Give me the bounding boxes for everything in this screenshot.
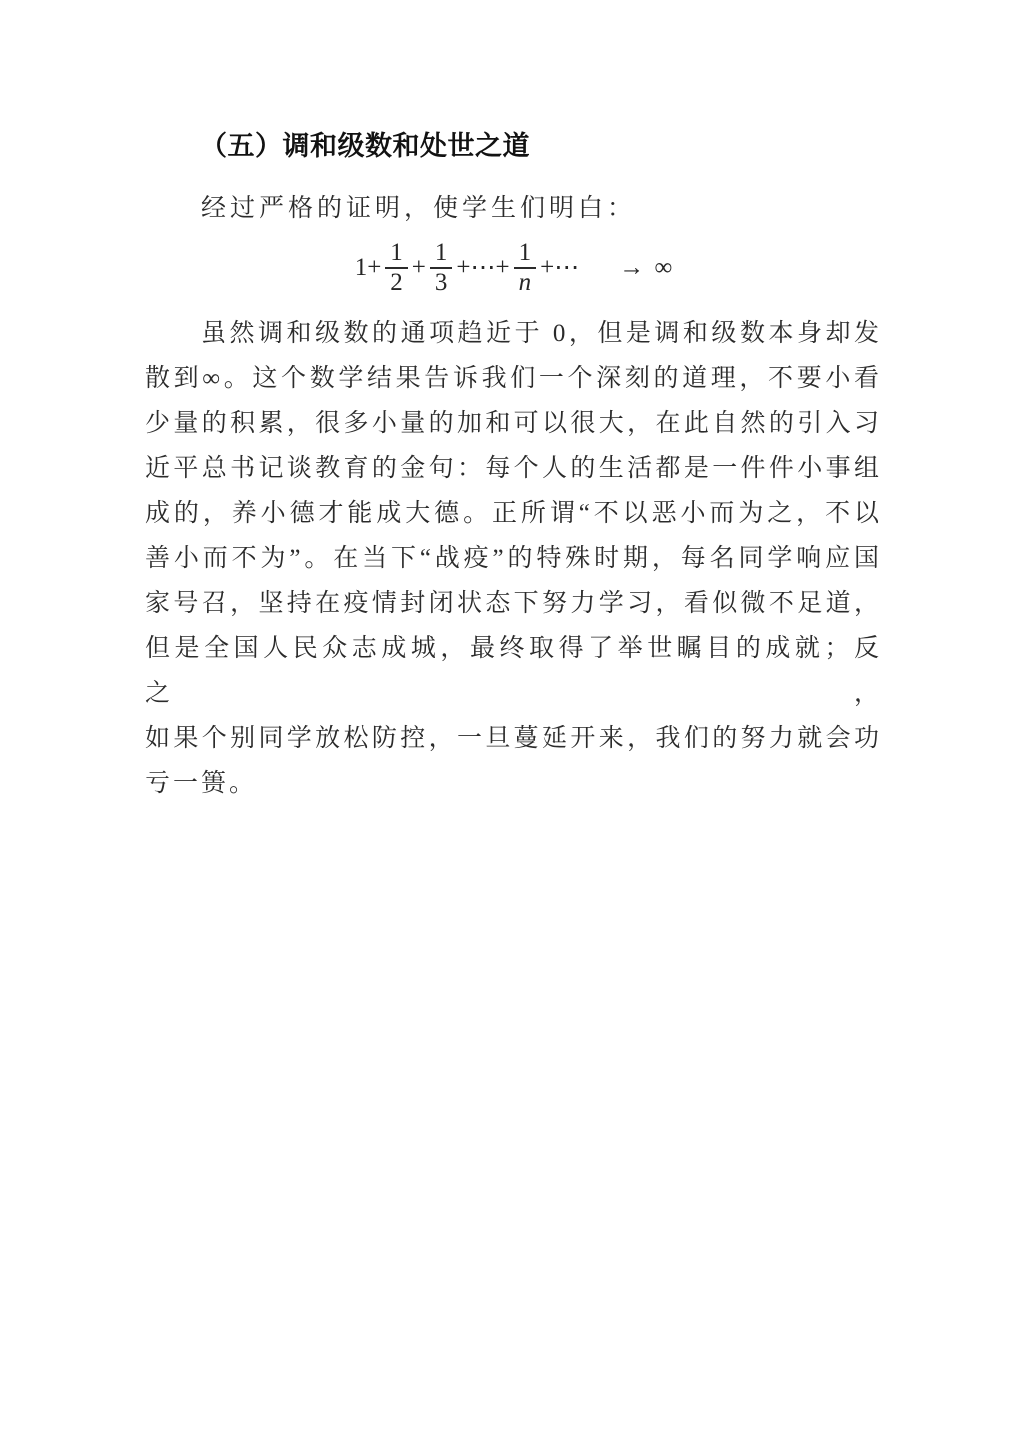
paragraph-line: 家号召，坚持在疫情封闭状态下努力学习，看似微不足道，: [145, 590, 882, 617]
formula-ellipsis-middle: +⋯+: [456, 254, 510, 282]
formula-lead-term: 1+: [354, 254, 382, 282]
fraction-numerator: 1: [514, 240, 537, 269]
paragraph-line: 善小而不为”。在当下“战疫”的特殊时期，每名同学响应国: [145, 545, 882, 572]
paragraph-line: 如果个别同学放松防控，一旦蔓延开来，我们的努力就会功: [145, 725, 882, 752]
paragraph-line: 成的，养小德才能成大德。正所谓“不以恶小而为之，不以: [145, 500, 882, 527]
paragraph-line: 亏一篑。: [145, 770, 258, 797]
fraction-denominator: 2: [390, 269, 403, 297]
fraction-numerator: 1: [385, 240, 408, 269]
section-heading: （五）调和级数和处世之道: [200, 131, 530, 161]
fraction-one-over-n: [514, 240, 537, 297]
tends-to-infinity: → ∞: [619, 254, 675, 282]
body-paragraph: [145, 311, 882, 806]
fraction-numerator: 1: [430, 240, 453, 269]
document-content: [145, 126, 882, 806]
paragraph-line: 少量的积累，很多小量的加和可以很大，在此自然的引入习: [145, 410, 882, 437]
formula-plus-sign: +: [411, 254, 426, 282]
fraction-one-third: [430, 240, 453, 297]
harmonic-series-formula: [145, 235, 882, 299]
formula-ellipsis-tail: +⋯: [540, 254, 580, 282]
paragraph-line: 但是全国人民众志成城，最终取得了举世瞩目的成就；反之，: [145, 635, 882, 707]
intro-paragraph: 经过严格的证明，使学生们明白：: [201, 195, 637, 222]
paragraph-line: 散到∞。这个数学结果告诉我们一个深刻的道理，不要小看: [145, 365, 882, 392]
fraction-one-half: [385, 240, 408, 297]
fraction-denominator: 3: [434, 269, 448, 297]
paragraph-line: 近平总书记谈教育的金句：每个人的生活都是一件件小事组: [145, 455, 882, 482]
paragraph-line: 虽然调和级数的通项趋近于 0，但是调和级数本身却发: [201, 320, 882, 347]
fraction-denominator-n: n: [518, 269, 532, 297]
